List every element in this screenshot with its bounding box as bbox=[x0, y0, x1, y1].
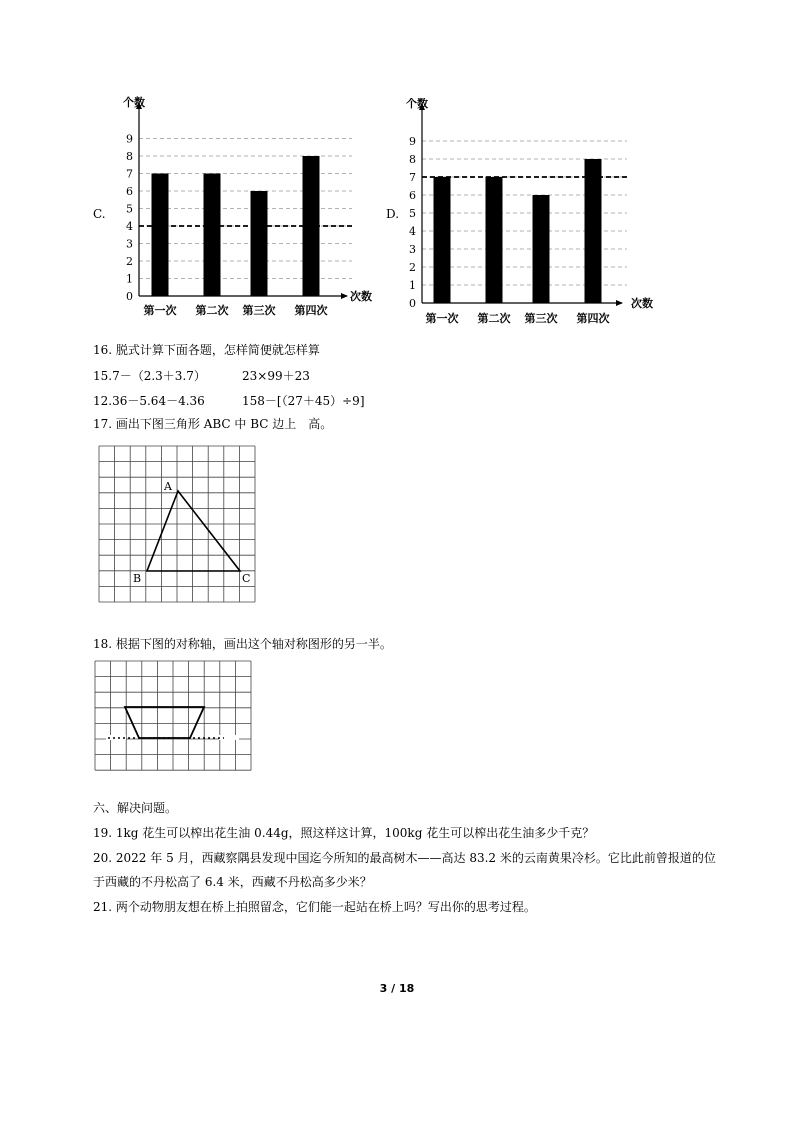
x-axis-label: 次数 bbox=[350, 290, 372, 303]
x-axis-arrow bbox=[616, 300, 623, 306]
triangle-grid bbox=[97, 444, 259, 606]
bar bbox=[486, 177, 503, 303]
y-tick-label: 3 bbox=[409, 243, 416, 256]
triangle-abc bbox=[147, 491, 240, 571]
q16-title: 16. 脱式计算下面各题，怎样简便就怎样算 bbox=[93, 343, 320, 357]
bar bbox=[204, 174, 221, 297]
bar-chart-d bbox=[395, 98, 670, 330]
q21-text: 21. 两个动物朋友想在桥上拍照留念，它们能一起站在桥上吗？写出你的思考过程。 bbox=[93, 900, 536, 914]
bar bbox=[152, 174, 169, 297]
symmetry-grid bbox=[94, 660, 256, 774]
y-tick-label: 4 bbox=[126, 220, 133, 233]
y-tick-label: 7 bbox=[126, 167, 133, 181]
option-d-label: D. bbox=[386, 207, 400, 221]
bar bbox=[533, 195, 550, 303]
y-tick-label: 0 bbox=[409, 297, 416, 310]
q20-text-line1: 20. 2022 年 5 月，西藏察隅县发现中国迄今所知的最高树木——高达 83.2 米的云南黄果冷杉。它比此前曾报道的位 bbox=[93, 851, 716, 865]
vertex-b-label: B bbox=[133, 572, 142, 585]
bar bbox=[251, 191, 268, 296]
category-label: 第四次 bbox=[294, 304, 328, 317]
y-tick-label: 9 bbox=[409, 135, 416, 148]
x-axis-arrow bbox=[341, 293, 348, 299]
page-number: 3 / 18 bbox=[379, 982, 415, 995]
category-label: 第二次 bbox=[195, 304, 229, 317]
half-figure bbox=[125, 707, 204, 738]
vertex-c-label: C bbox=[242, 572, 251, 585]
y-tick-label: 1 bbox=[409, 279, 416, 292]
y-tick-label: 8 bbox=[409, 153, 416, 166]
y-axis-label: 个数 bbox=[406, 98, 428, 110]
y-tick-label: 5 bbox=[409, 207, 416, 220]
y-tick-label: 3 bbox=[126, 237, 133, 251]
y-tick-label: 8 bbox=[126, 150, 133, 163]
y-tick-label: 5 bbox=[126, 202, 133, 216]
q16-expr-1: 15.7－（2.3＋3.7） bbox=[93, 369, 206, 383]
x-axis-label: 次数 bbox=[631, 297, 653, 310]
q16-expr-2: 23×99＋23 bbox=[242, 369, 310, 383]
vertex-a-label: A bbox=[164, 480, 172, 493]
bar bbox=[434, 177, 451, 303]
y-tick-label: 7 bbox=[409, 171, 416, 184]
category-label: 第三次 bbox=[524, 312, 558, 325]
y-tick-label: 1 bbox=[126, 272, 133, 286]
q20-text-line2: 于西藏的不丹松高了 6.4 米，西藏不丹松高多少米？ bbox=[93, 875, 372, 889]
q16-expr-4: 158－[（27＋45）÷9] bbox=[242, 394, 365, 408]
q16-expr-3: 12.36－5.64－4.36 bbox=[93, 394, 205, 408]
category-label: 第三次 bbox=[242, 304, 276, 317]
y-tick-label: 9 bbox=[126, 132, 133, 146]
category-label: 第一次 bbox=[143, 304, 177, 317]
category-label: 第二次 bbox=[477, 312, 511, 325]
option-c-label: C. bbox=[93, 207, 106, 221]
q17-title: 17. 画出下图三角形 ABC 中 BC 边上 高。 bbox=[93, 417, 333, 431]
y-tick-label: 4 bbox=[409, 225, 416, 238]
y-tick-label: 2 bbox=[126, 255, 133, 268]
y-tick-label: 6 bbox=[126, 185, 133, 198]
category-label: 第一次 bbox=[425, 312, 459, 325]
bar-chart-c bbox=[112, 92, 382, 322]
q19-text: 19. 1kg 花生可以榨出花生油 0.44g，照这样这计算，100kg 花生可以榨出花生油多少千克？ bbox=[93, 826, 595, 840]
bar bbox=[585, 159, 602, 303]
q18-title: 18. 根据下图的对称轴，画出这个轴对称图形的另一半。 bbox=[93, 637, 392, 651]
section-6-title: 六、解决问题。 bbox=[93, 801, 178, 815]
y-tick-label: 2 bbox=[409, 261, 416, 274]
y-tick-label: 6 bbox=[409, 189, 416, 202]
y-tick-label: 0 bbox=[126, 290, 133, 303]
y-axis-label: 个数 bbox=[123, 96, 145, 109]
category-label: 第四次 bbox=[576, 312, 610, 325]
